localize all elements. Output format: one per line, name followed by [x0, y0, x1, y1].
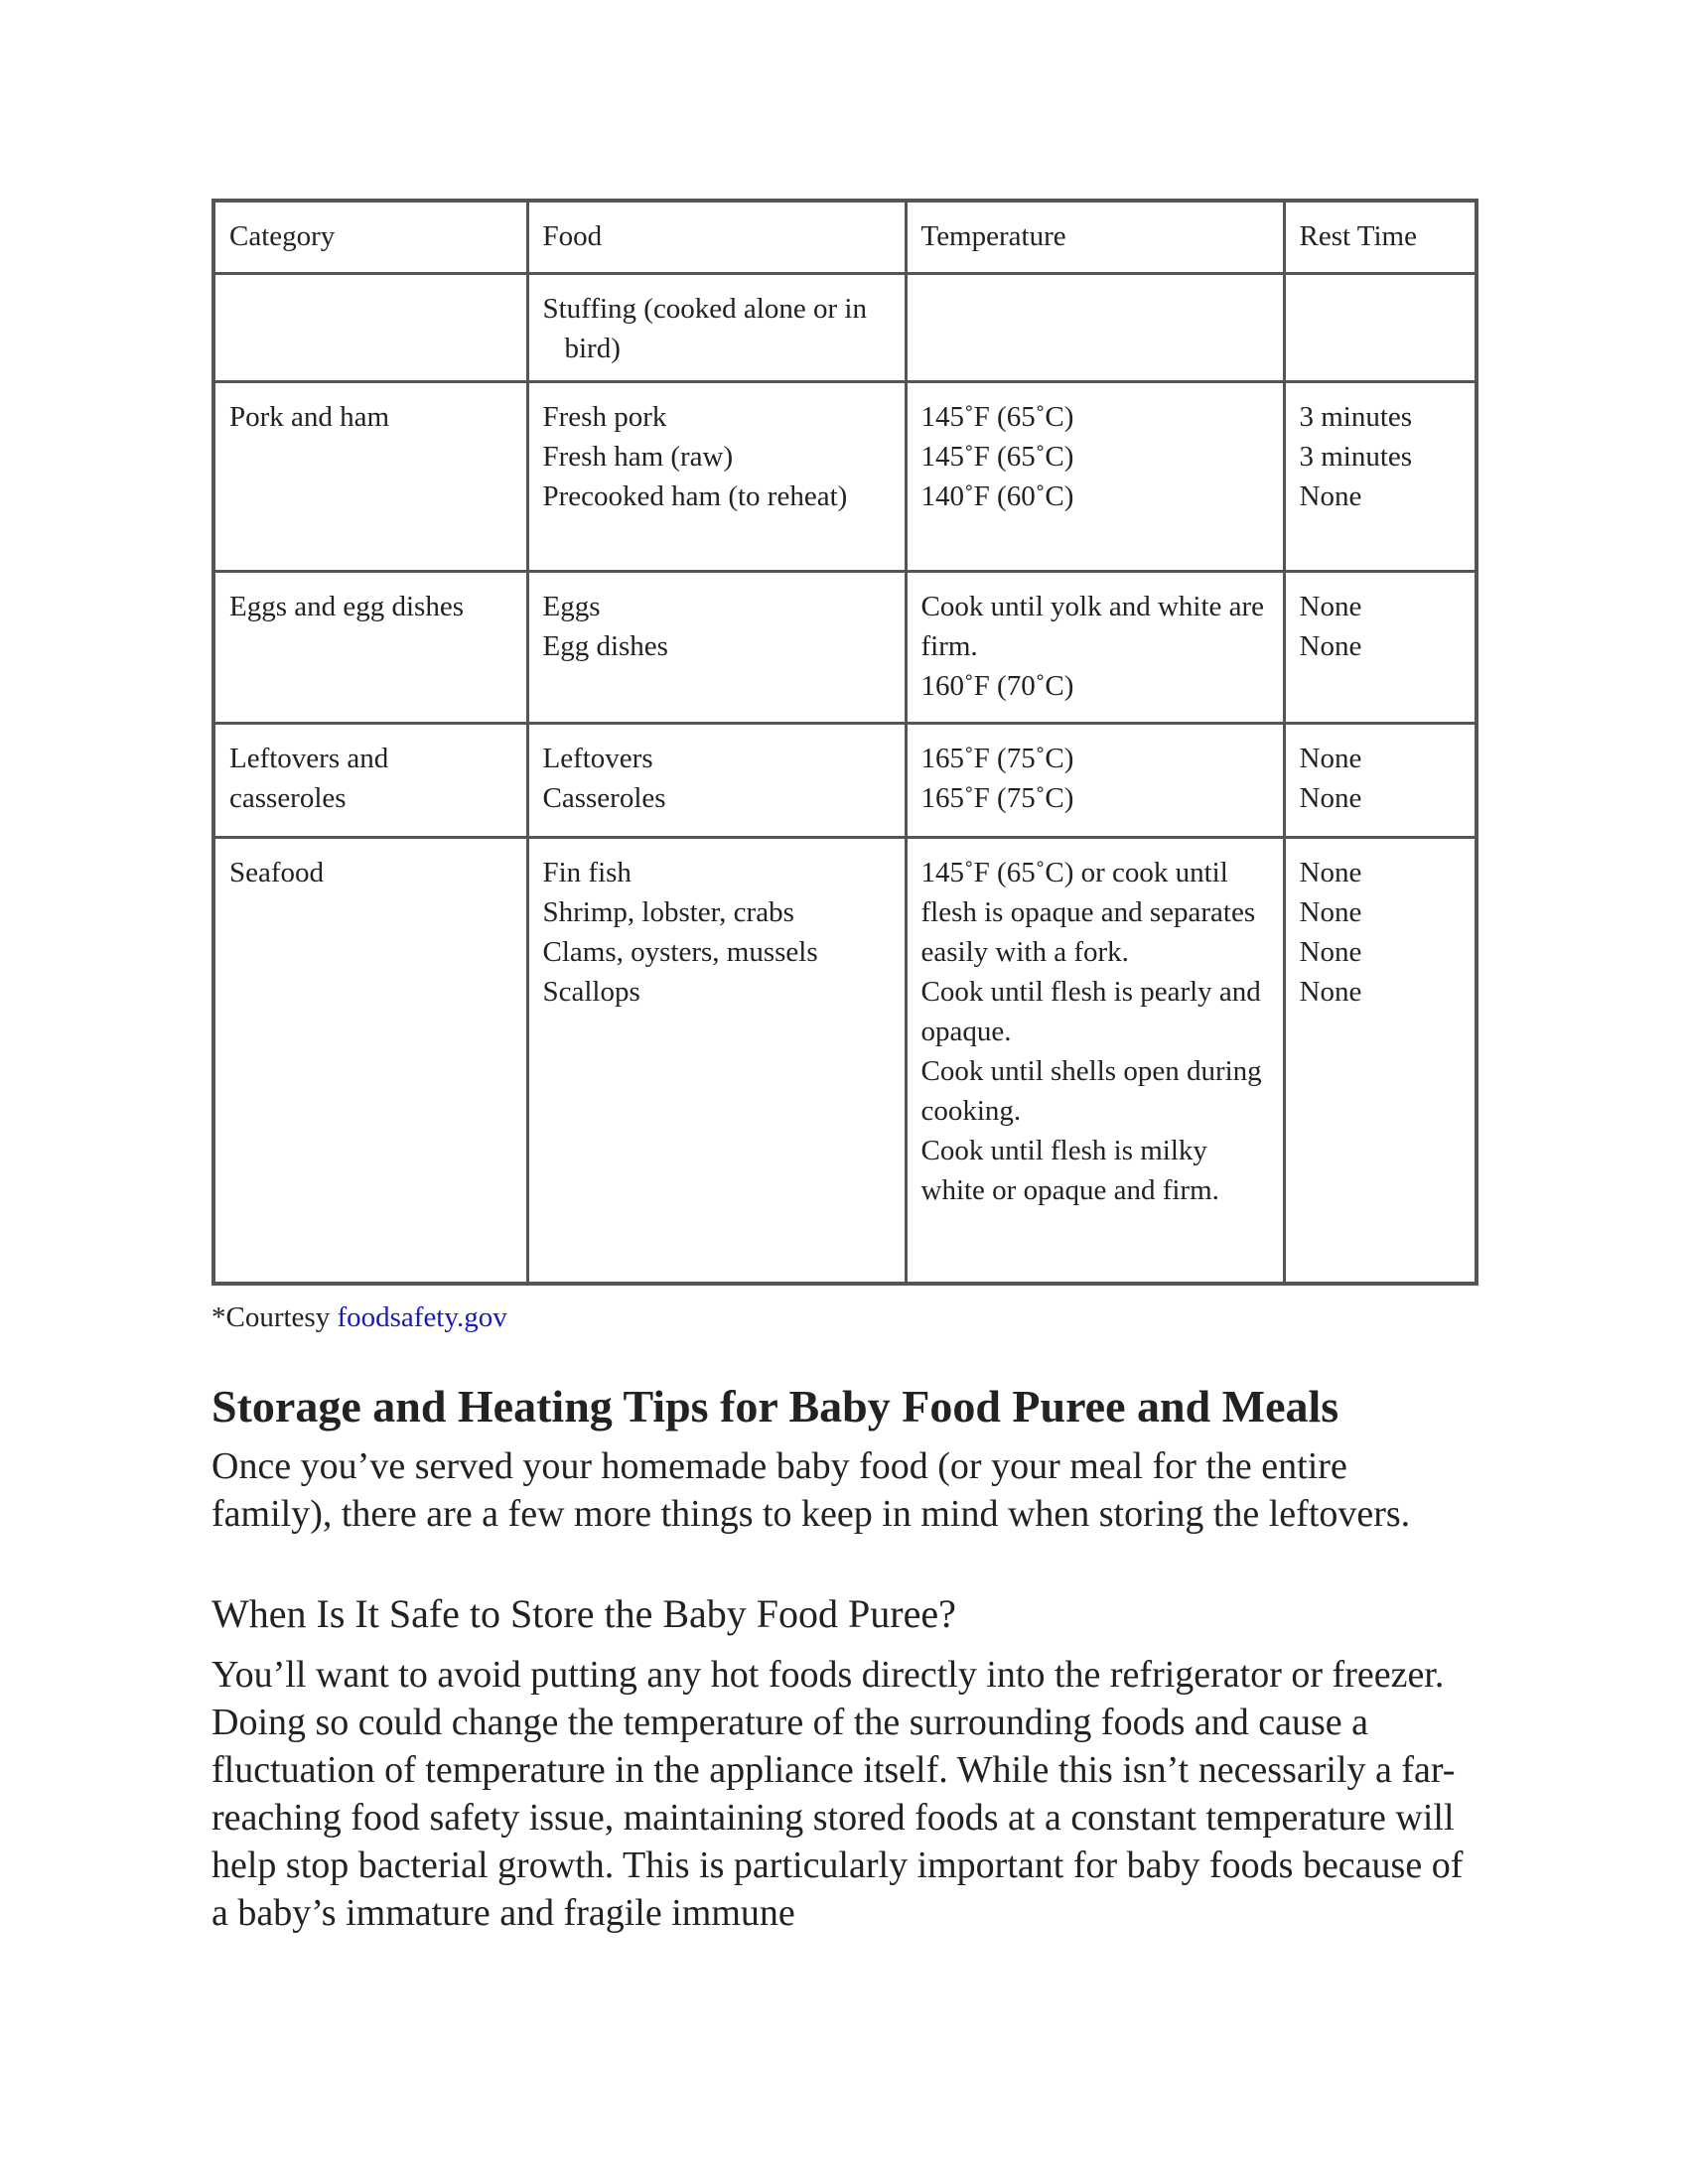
header-rest-time: Rest Time [1284, 201, 1477, 274]
temperature-item: Cook until yolk and white are firm. [920, 591, 1265, 662]
temperature-item: Cook until flesh is milky white or opaque and firm. [920, 1135, 1219, 1206]
temperature-item: 160˚F (70˚C) [920, 670, 1074, 702]
table-row [213, 382, 1477, 572]
rest-time-cell [1284, 382, 1477, 572]
food-item: Eggs [542, 591, 601, 622]
table-row [213, 724, 1477, 838]
header-category: Category [213, 201, 527, 274]
food-item: Fresh ham (raw) [542, 441, 734, 473]
rest-time-item: 3 minutes [1299, 401, 1413, 433]
courtesy-prefix: *Courtesy [211, 1301, 338, 1333]
rest-time-item: None [1299, 782, 1362, 814]
rest-time-item: None [1299, 480, 1362, 512]
food-item: Leftovers [542, 743, 653, 774]
rest-time-item: None [1299, 976, 1362, 1008]
food-item: Precooked ham (to reheat) [542, 480, 848, 512]
category-cell: Eggs and egg dishes [213, 572, 527, 724]
rest-time-cell [1284, 572, 1477, 724]
cooking-temperature-table [211, 199, 1478, 1286]
temperature-cell [906, 572, 1284, 724]
temperature-item: 165˚F (75˚C) [920, 782, 1074, 814]
food-cell [527, 274, 906, 382]
rest-time-item: None [1299, 591, 1362, 622]
temperature-item: 145˚F (65˚C) [920, 401, 1074, 433]
food-cell [527, 572, 906, 724]
category-cell: Leftovers and casseroles [213, 724, 527, 838]
food-cell [527, 382, 906, 572]
sub-heading: When Is It Safe to Store the Baby Food Puree? [211, 1591, 956, 1636]
food-item: Fin fish [542, 857, 632, 888]
category-cell [213, 274, 527, 382]
temperature-cell [906, 838, 1284, 1285]
temperature-item: 140˚F (60˚C) [920, 480, 1074, 512]
food-cell [527, 724, 906, 838]
food-item: Casseroles [542, 782, 666, 814]
temperature-item: Cook until flesh is pearly and opaque. [920, 976, 1261, 1047]
section-paragraph: Once you’ve served your homemade baby food (or your meal for the entire family), there are a few more things to keep in mind when storing the leftovers. [211, 1445, 1411, 1535]
rest-time-item: None [1299, 896, 1362, 928]
food-cell [527, 838, 906, 1285]
document-page [211, 199, 1475, 1937]
table-row [213, 274, 1477, 382]
foodsafety-link[interactable]: foodsafety.gov [337, 1301, 507, 1333]
table-row [213, 572, 1477, 724]
table-header-row [213, 201, 1477, 274]
header-temperature: Temperature [906, 201, 1284, 274]
rest-time-cell [1284, 274, 1477, 382]
sub-paragraph: You’ll want to avoid putting any hot foods directly into the refrigerator or freezer. Doing so could change the temperature of the surrounding foods and cause a fluctuation of temperature in the appliance itself. While this isn’t necessarily a far-reaching food safety issue, maintaining stored foods at a constant temperature will help stop bacterial growth. This is particularly important for baby foods because of a baby’s immature and fragile immune [211, 1654, 1464, 1934]
food-item: Stuffing (cooked alone or in bird) [542, 293, 867, 364]
food-item: Egg dishes [542, 630, 668, 662]
section-heading: Storage and Heating Tips for Baby Food Puree and Meals [211, 1381, 1339, 1432]
header-food: Food [527, 201, 906, 274]
temperature-item: Cook until shells open during cooking. [920, 1055, 1262, 1127]
temperature-cell [906, 274, 1284, 382]
rest-time-cell [1284, 724, 1477, 838]
category-cell: Pork and ham [213, 382, 527, 572]
food-item: Clams, oysters, mussels [542, 936, 818, 968]
rest-time-cell [1284, 838, 1477, 1285]
temperature-cell [906, 382, 1284, 572]
category-cell: Seafood [213, 838, 527, 1285]
table-row [213, 838, 1477, 1285]
temperature-item: 145˚F (65˚C) [920, 441, 1074, 473]
rest-time-item: None [1299, 936, 1362, 968]
food-item: Scallops [542, 976, 640, 1008]
rest-time-item: None [1299, 857, 1362, 888]
food-item: Fresh pork [542, 401, 667, 433]
rest-time-item: None [1299, 743, 1362, 774]
temperature-cell [906, 724, 1284, 838]
temperature-item: 145˚F (65˚C) or cook until flesh is opaque and separates easily with a fork. [920, 857, 1256, 968]
rest-time-item: 3 minutes [1299, 441, 1413, 473]
temperature-item: 165˚F (75˚C) [920, 743, 1074, 774]
courtesy-note [211, 1297, 1475, 1337]
food-item: Shrimp, lobster, crabs [542, 896, 794, 928]
rest-time-item: None [1299, 630, 1362, 662]
